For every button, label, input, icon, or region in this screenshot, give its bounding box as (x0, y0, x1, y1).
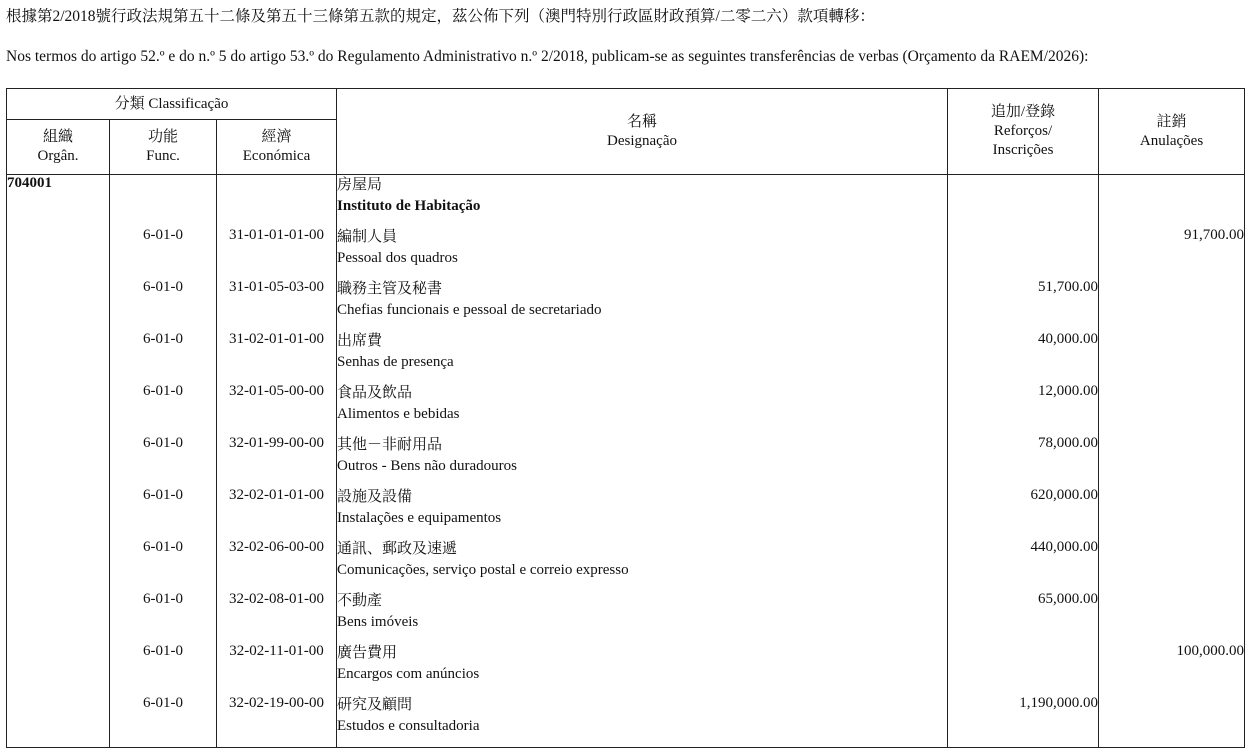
economic-code: 32-02-11-01-00 (217, 643, 337, 695)
designation-zh: 其他－非耐用品 (337, 437, 443, 453)
designation (337, 383, 948, 435)
designation-zh: 不動產 (337, 593, 383, 609)
table-row (7, 175, 1245, 228)
designation (337, 643, 948, 695)
table-row (7, 591, 1245, 643)
annulment-amount (1099, 591, 1245, 643)
designation (337, 175, 948, 228)
designation (337, 539, 948, 591)
functional-header-zh: 功能 (147, 129, 178, 145)
designation-zh: 職務主管及秘書 (337, 281, 443, 297)
annulments-header (1099, 89, 1245, 175)
economic-code: 32-02-06-00-00 (217, 539, 337, 591)
designation-pt: Encargos com anúncios (337, 666, 480, 682)
economic-code: 31-02-01-01-00 (217, 331, 337, 383)
organic-header-zh: 組織 (42, 129, 73, 145)
table-row (7, 643, 1245, 695)
reinforcements-header-pt: Reforços/ Inscrições (992, 123, 1054, 158)
designation (337, 227, 948, 279)
classification-header: 分類 Classificação (7, 89, 337, 120)
designation-pt: Comunicações, serviço postal e correio expresso (337, 562, 629, 578)
economic-code (217, 175, 337, 228)
annulment-amount (1099, 435, 1245, 487)
reinforcement-amount: 12,000.00 (948, 383, 1099, 435)
annulment-amount: 100,000.00 (1099, 643, 1245, 695)
table-row (7, 435, 1245, 487)
designation-pt: Pessoal dos quadros (337, 250, 458, 266)
organic-code (7, 539, 110, 591)
annulment-amount (1099, 279, 1245, 331)
economic-code: 32-02-08-01-00 (217, 591, 337, 643)
organic-code (7, 383, 110, 435)
designation-pt: Estudos e consultadoria (337, 718, 480, 734)
functional-code: 6-01-0 (110, 643, 217, 695)
organic-code (7, 279, 110, 331)
economic-header-zh: 經濟 (261, 129, 292, 145)
reinforcement-amount (948, 175, 1099, 228)
reinforcement-amount: 440,000.00 (948, 539, 1099, 591)
functional-code: 6-01-0 (110, 331, 217, 383)
table-row (7, 331, 1245, 383)
designation-pt: Alimentos e bebidas (337, 406, 460, 422)
reinforcement-amount (948, 643, 1099, 695)
functional-code: 6-01-0 (110, 539, 217, 591)
designation-pt: Outros - Bens não duradouros (337, 458, 517, 474)
designation-zh: 食品及飲品 (337, 385, 413, 401)
economic-code: 31-01-05-03-00 (217, 279, 337, 331)
economic-code: 31-01-01-01-00 (217, 227, 337, 279)
reinforcement-amount: 40,000.00 (948, 331, 1099, 383)
designation (337, 435, 948, 487)
designation-header-pt: Designação (607, 132, 677, 149)
table-row (7, 279, 1245, 331)
table-body (7, 175, 1245, 748)
reinforcement-amount: 65,000.00 (948, 591, 1099, 643)
economic-header-pt: Económica (242, 148, 311, 164)
table-row (7, 487, 1245, 539)
economic-code: 32-02-19-00-00 (217, 695, 337, 748)
designation-pt: Instalações e equipamentos (337, 510, 502, 526)
designation-header (337, 89, 948, 175)
designation-pt: Instituto de Habitação (337, 198, 481, 214)
designation (337, 695, 948, 748)
functional-code: 6-01-0 (110, 383, 217, 435)
organic-header-pt: Orgân. (37, 148, 79, 164)
intro-text-chinese: 根據第2/2018號行政法規第五十二條及第五十三條第五款的規定，茲公佈下列（澳門特別行政區財政預算/二零二六）款項轉移： (6, 8, 875, 25)
table-row (7, 695, 1245, 748)
annulments-header-pt: Anulações (1139, 132, 1204, 149)
reinforcement-amount (948, 227, 1099, 279)
organic-header (7, 120, 110, 175)
reinforcement-amount: 78,000.00 (948, 435, 1099, 487)
designation-zh: 房屋局 (337, 177, 383, 193)
designation-zh: 通訊、郵政及速遞 (337, 541, 458, 557)
annulments-header-zh: 註銷 (1156, 113, 1187, 130)
designation-zh: 出席費 (337, 333, 383, 349)
designation-pt: Senhas de presença (337, 354, 454, 370)
organic-code (7, 227, 110, 279)
annulment-amount (1099, 331, 1245, 383)
designation (337, 487, 948, 539)
designation-zh: 廣告費用 (337, 645, 398, 661)
table-row (7, 539, 1245, 591)
designation (337, 331, 948, 383)
organic-code: 704001 (7, 175, 110, 228)
functional-code: 6-01-0 (110, 487, 217, 539)
economic-header (217, 120, 337, 175)
organic-code (7, 591, 110, 643)
functional-code: 6-01-0 (110, 591, 217, 643)
designation (337, 279, 948, 331)
functional-code: 6-01-0 (110, 435, 217, 487)
reinforcement-amount: 51,700.00 (948, 279, 1099, 331)
functional-code (110, 175, 217, 228)
designation-zh: 設施及設備 (337, 489, 413, 505)
functional-code: 6-01-0 (110, 227, 217, 279)
designation (337, 591, 948, 643)
budget-transfer-table (6, 88, 1245, 748)
functional-header (110, 120, 217, 175)
organic-code (7, 435, 110, 487)
annulment-amount: 91,700.00 (1099, 227, 1245, 279)
designation-pt: Bens imóveis (337, 614, 419, 630)
reinforcement-amount: 620,000.00 (948, 487, 1099, 539)
designation-pt: Chefias funcionais e pessoal de secretariado (337, 302, 602, 318)
functional-header-pt: Func. (146, 148, 180, 164)
table-row (7, 227, 1245, 279)
organic-code (7, 487, 110, 539)
economic-code: 32-01-05-00-00 (217, 383, 337, 435)
annulment-amount (1099, 695, 1245, 748)
table-row (7, 383, 1245, 435)
designation-zh: 研究及顧問 (337, 697, 413, 713)
reinforcements-header-zh: 追加/登錄 (990, 104, 1056, 120)
organic-code (7, 643, 110, 695)
annulment-amount (1099, 539, 1245, 591)
functional-code: 6-01-0 (110, 695, 217, 748)
reinforcements-header (948, 89, 1099, 175)
organic-code (7, 331, 110, 383)
economic-code: 32-02-01-01-00 (217, 487, 337, 539)
organic-code (7, 695, 110, 748)
annulment-amount (1099, 383, 1245, 435)
intro-text-portuguese: Nos termos do artigo 52.º e do n.º 5 do artigo 53.º do Regulamento Administrativo n.º 2/2018, publicam-se as seguintes transferências de verbas (Orçamento da RAEM/2026): (6, 48, 1089, 65)
functional-code: 6-01-0 (110, 279, 217, 331)
annulment-amount (1099, 175, 1245, 228)
annulment-amount (1099, 487, 1245, 539)
designation-header-zh: 名稱 (627, 113, 658, 130)
designation-zh: 編制人員 (337, 229, 398, 245)
reinforcement-amount: 1,190,000.00 (948, 695, 1099, 748)
economic-code: 32-01-99-00-00 (217, 435, 337, 487)
